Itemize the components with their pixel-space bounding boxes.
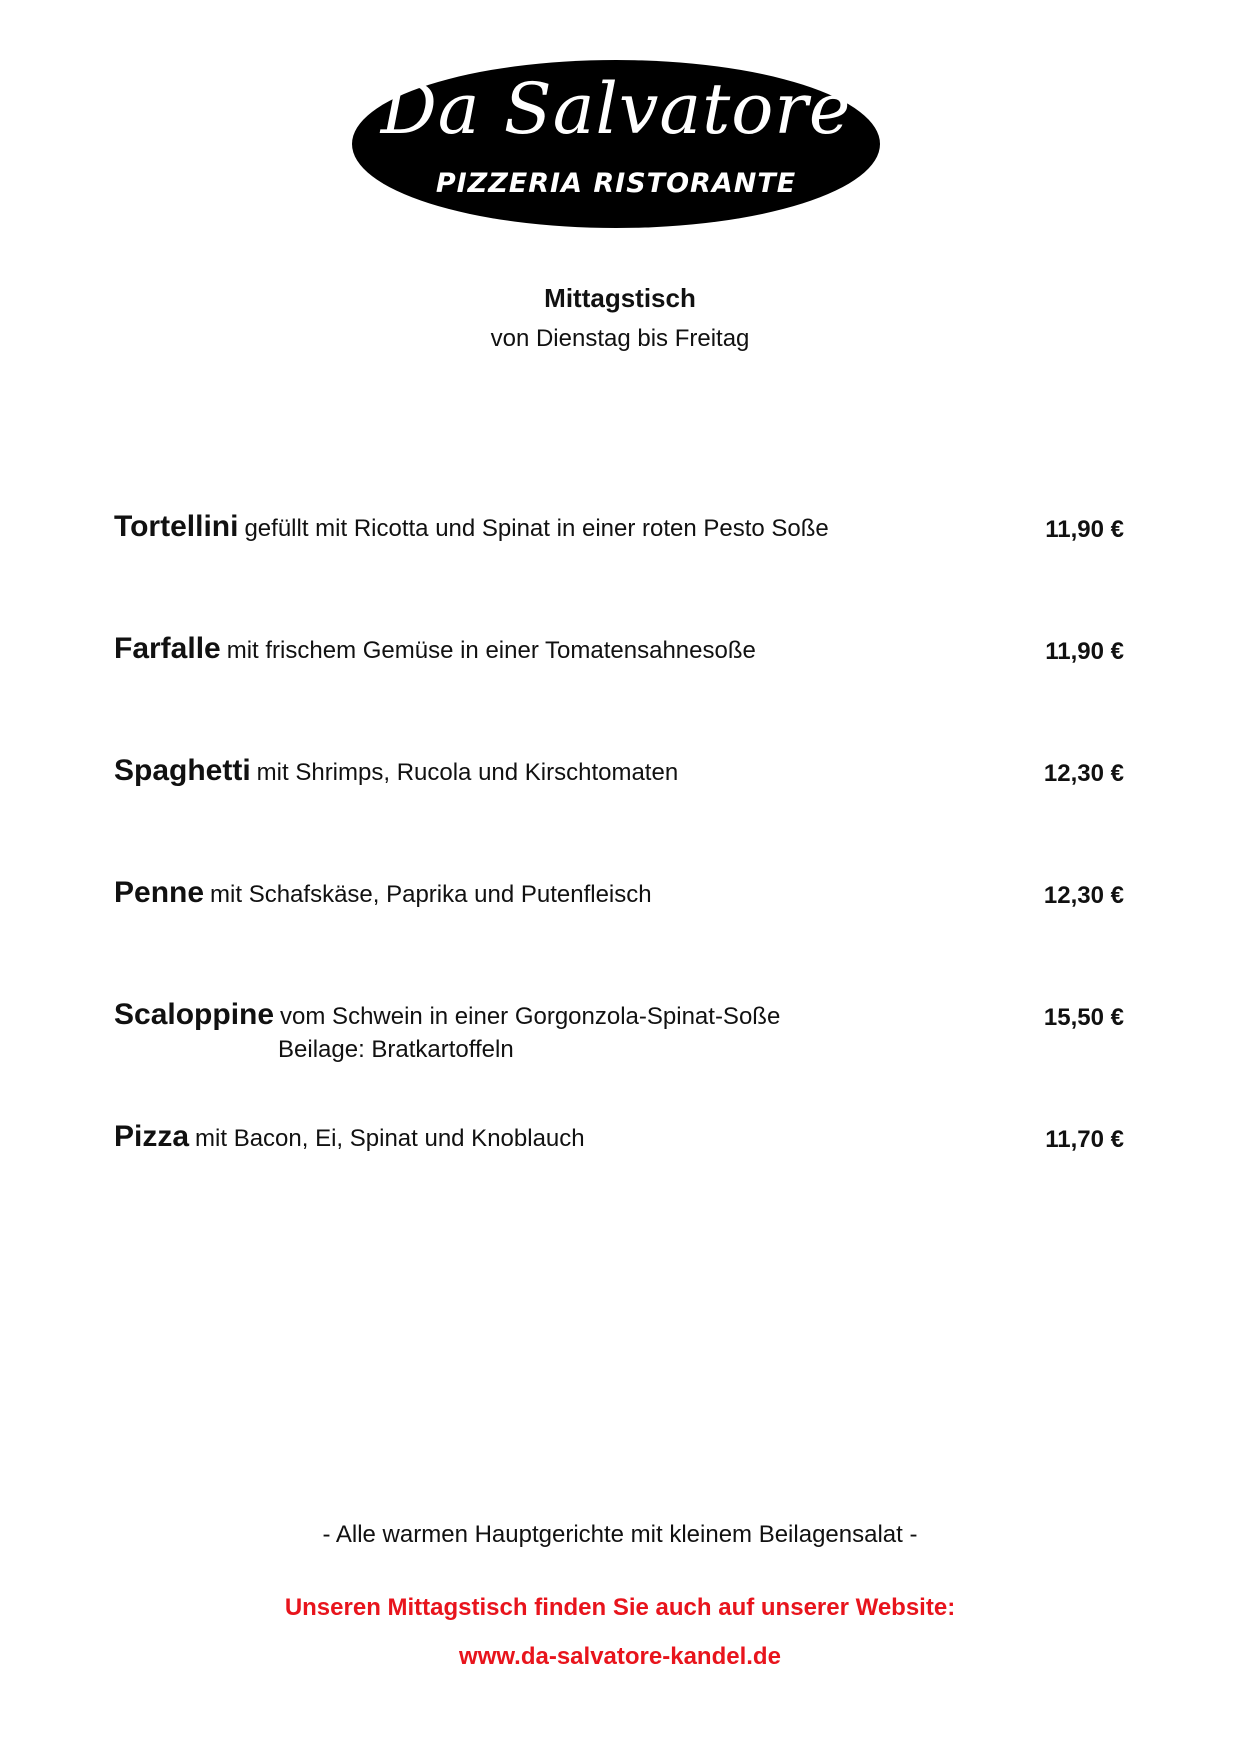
dish-price: 15,50 € <box>1043 1004 1124 1031</box>
menu-item-farfalle <box>114 632 1124 692</box>
dish-description: gefüllt mit Ricotta und Spinat in einer roten Pesto Soße <box>244 515 829 542</box>
footer-website-link[interactable]: www.da-salvatore-kandel.de <box>459 1643 781 1670</box>
menu-item-scaloppine <box>114 998 1124 1088</box>
page-title: Mittagstisch <box>544 283 696 313</box>
dish-description: mit Shrimps, Rucola und Kirschtomaten <box>256 759 679 786</box>
dish-name: Tortellini <box>114 510 239 543</box>
dish-name: Penne <box>114 876 205 909</box>
restaurant-logo <box>352 60 880 228</box>
menu-item-tortellini <box>114 510 1124 570</box>
dish-description: vom Schwein in einer Gorgonzola-Spinat-Soße <box>280 1003 781 1030</box>
logo-subtitle: PIZZERIA RISTORANTE <box>435 168 797 199</box>
dish-price: 11,90 € <box>1045 516 1124 543</box>
page-subtitle: von Dienstag bis Freitag <box>490 325 750 352</box>
footer-website-text: Unseren Mittagstisch finden Sie auch auf unserer Website: <box>284 1594 956 1621</box>
dish-price: 11,90 € <box>1045 638 1124 665</box>
dish-price: 12,30 € <box>1043 882 1124 909</box>
logo-script-name: Da Salvatore <box>380 68 852 150</box>
dish-name: Scaloppine <box>114 998 275 1031</box>
footer-note: - Alle warmen Hauptgerichte mit kleinem Beilagensalat - <box>322 1521 918 1548</box>
dish-price: 11,70 € <box>1045 1126 1124 1153</box>
dish-price: 12,30 € <box>1043 760 1124 787</box>
dish-description: mit frischem Gemüse in einer Tomatensahnesoße <box>226 637 756 664</box>
dish-side-dish: Beilage: Bratkartoffeln <box>278 1036 514 1063</box>
menu-item-spaghetti <box>114 754 1124 814</box>
menu-item-pizza <box>114 1120 1124 1180</box>
dish-description: mit Schafskäse, Paprika und Putenfleisch <box>210 881 652 908</box>
dish-description: mit Bacon, Ei, Spinat und Knoblauch <box>195 1125 585 1152</box>
dish-name: Farfalle <box>114 632 221 665</box>
dish-name: Spaghetti <box>114 754 251 787</box>
dish-name: Pizza <box>114 1120 190 1153</box>
menu-item-penne <box>114 876 1124 936</box>
